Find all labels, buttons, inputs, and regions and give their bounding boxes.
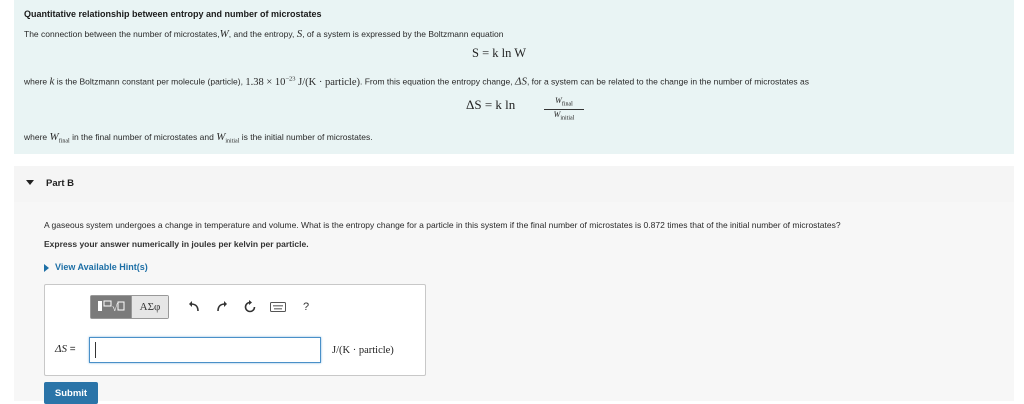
templates-icon	[97, 299, 125, 316]
redo-icon[interactable]	[211, 296, 233, 318]
view-hints-link[interactable]: View Available Hint(s)	[44, 262, 148, 272]
collapse-caret-icon[interactable]	[26, 180, 34, 185]
answer-lhs: ΔS =	[55, 343, 76, 355]
intro-line-2: where k is the Boltzmann constant per molecule (particle), $1.38 \times 10^{-23}$ J/(K · particle). From this equation the entropy change, ΔS, for a system can be related to the change in the number of microstates as	[24, 75, 810, 88]
intro-line-1: The connection between the number of microstates,W, and the entropy, S, of a system is expressed by the Boltzmann equation	[24, 28, 504, 40]
intro-panel	[14, 0, 1014, 154]
answer-unit: J/(K · particle)	[332, 345, 394, 356]
boltzmann-equation: S = k ln W	[472, 46, 527, 60]
math-toolbar	[90, 295, 323, 319]
entropy-change-equation: ΔS = k ln	[466, 97, 516, 112]
answer-instruction: Express your answer numerically in joules per kelvin per particle.	[44, 239, 309, 249]
text-cursor	[95, 342, 96, 358]
templates-button[interactable]	[91, 296, 132, 318]
submit-button[interactable]: Submit	[44, 382, 98, 404]
answer-box	[44, 284, 426, 376]
svg-text:√: √	[112, 302, 118, 313]
part-b-body	[14, 202, 1014, 401]
template-group	[90, 295, 169, 319]
intro-line-3: where $W_{final}$ in the final number of microstates and $W_{initial}$ is the initial number of microstates.	[24, 131, 373, 145]
part-b-header[interactable]	[14, 166, 1014, 202]
reset-icon[interactable]	[239, 296, 261, 318]
undo-icon[interactable]	[183, 296, 205, 318]
intro-title: Quantitative relationship between entropy and number of microstates	[24, 9, 322, 19]
part-b-label: Part B	[46, 178, 74, 189]
expand-triangle-icon	[44, 264, 49, 272]
answer-input[interactable]	[89, 337, 321, 363]
keyboard-icon[interactable]	[267, 296, 289, 318]
help-button[interactable]: ?	[302, 301, 310, 313]
microstate-ratio: $W_{final}$ $W_{initial}$	[544, 96, 584, 121]
greek-symbols-button[interactable]: ΑΣφ	[132, 296, 168, 318]
question-text: A gaseous system undergoes a change in temperature and volume. What is the entropy change for a particle in this system if the final number of microstates is 0.872 times that of the initial number of microstates?	[44, 220, 841, 230]
